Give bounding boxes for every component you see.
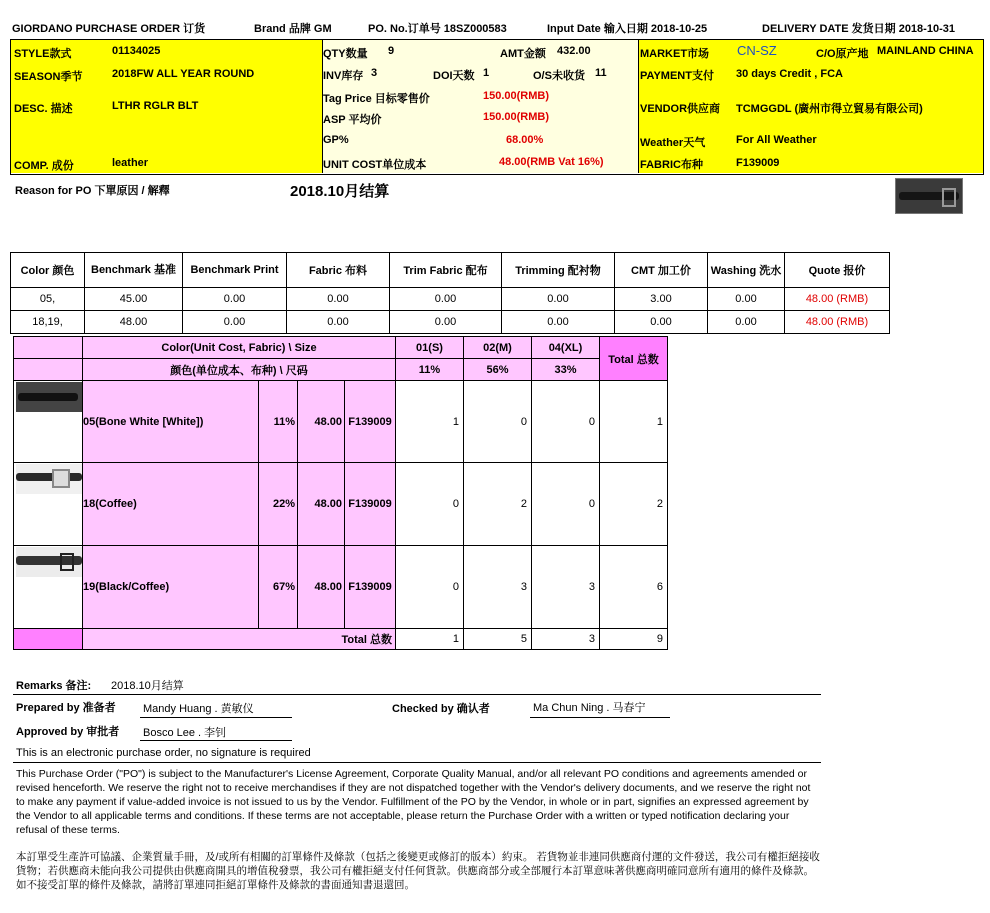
weather-value: For All Weather: [736, 134, 817, 146]
cost-cell: 0.00: [183, 311, 287, 334]
color-pct: 11%: [259, 381, 298, 463]
color-cost: 48.00: [298, 381, 345, 463]
qty-cell: 2: [464, 463, 532, 546]
asp-value: 150.00(RMB): [483, 111, 550, 123]
season-value: 2018FW ALL YEAR ROUND: [112, 68, 255, 80]
payment-value: 30 days Credit , FCA: [736, 68, 843, 80]
info-row-gp: [11, 128, 983, 153]
brand: Brand 品牌 GM: [254, 23, 332, 35]
info-grid: [10, 39, 984, 175]
doi-label: DOI天数: [433, 70, 475, 82]
market-value: CN-SZ: [737, 43, 777, 58]
qty-cell: 0: [532, 381, 600, 463]
color-fabric: F139009: [345, 463, 396, 546]
input-date: Input Date 输入日期 2018-10-25: [547, 23, 708, 35]
legal-english: This Purchase Order ("PO") is subject to the Manufacturer's License Agreement, Corporate Quality Manual, and/or all relevant PO conditions and agreements amended or revised henceforth. We reserve the right not to receive merchandises if they are not dispatched together with the Vendor's delivery documents, and we reserve the right not to make any payment if value-added invoice is not issued to us by the Vendor. Fulfillment of the PO by the Vendor, in whole or in part, signifies an expressed agreement by the Vendor to all applicable terms and conditions. If these terms are not acceptable, please return the Purchase Order with a written or typed notification declaring your refusal of these terms.: [16, 768, 811, 836]
footer-qty: 5: [464, 629, 532, 650]
color-thumb-cell: [14, 546, 83, 629]
size-table: [13, 336, 668, 650]
size-row: [14, 546, 668, 629]
reason-label: Reason for PO 下單原因 / 解釋: [15, 185, 170, 197]
approved-value: Bosco Lee . 李钊: [143, 727, 227, 739]
style-label: STYLE款式: [14, 48, 72, 60]
cost-header-quote: Quote 报价: [785, 253, 890, 288]
cost-header-color: Color 颜色: [11, 253, 85, 288]
unit-cost-label: UNIT COST单位成本: [323, 159, 427, 171]
qty-cell: 1: [396, 381, 464, 463]
color-name: 19(Black/Coffee): [83, 546, 259, 629]
approved-label: Approved by 审批者: [16, 726, 120, 738]
cost-cell-quote: 48.00 (RMB): [785, 288, 890, 311]
checked-value: Ma Chun Ning . 马春宁: [533, 702, 646, 714]
qty-cell: 0: [396, 546, 464, 629]
legal-chinese: 本訂單受生產許可協議、企業質量手冊，及/或所有相關的訂單條件及條款（包括之後變更或修訂的版本）約束。 若貨物並非連同供應商付運的文件發送，我公司有權拒絕接收貨物；若供應商未能向我公司提供由供應商開具的增值稅發票，我公司有權拒絕支付任何貨款。供應商部分或全部履行本訂單意味著供應商明確同意所有適用的條件及條款。如不接受訂單的條件及條款，請將訂單連同拒絕訂單條件及條款的書面通知書退還回。: [16, 851, 820, 891]
os-value: 11: [595, 67, 607, 79]
row-total: 2: [600, 463, 668, 546]
cost-header-cmt: CMT 加工价: [615, 253, 708, 288]
info-row-comp: [11, 152, 983, 173]
size-header-m: 02(M): [464, 337, 532, 359]
color-thumb-cell: [14, 463, 83, 546]
info-row-desc: [11, 84, 983, 129]
color-cost: 48.00: [298, 546, 345, 629]
size-header-line2: 颜色(单位成本、布种) \ 尺码: [83, 359, 396, 381]
info-row-style: [11, 40, 983, 63]
inv-label: INV库存: [323, 70, 364, 82]
color-pct: 22%: [259, 463, 298, 546]
cost-table: [10, 252, 890, 334]
prepared-label: Prepared by 准备者: [16, 702, 116, 714]
delivery-date: DELIVERY DATE 发货日期 2018-10-31: [762, 23, 955, 35]
cost-header-benchmark-print: Benchmark Print: [183, 253, 287, 288]
cost-cell: 0.00: [502, 288, 615, 311]
origin-label: C/O原产地: [816, 48, 869, 60]
gp-label: GP%: [323, 134, 349, 146]
amt-label: AMT金额: [500, 48, 546, 60]
row-total: 1: [600, 381, 668, 463]
cost-header-benchmark: Benchmark 基准: [85, 253, 183, 288]
color-fabric: F139009: [345, 546, 396, 629]
info-row-season: [11, 62, 983, 85]
belt-image-coffee: [16, 464, 82, 494]
remarks-label: Remarks 备注:: [16, 680, 92, 692]
cost-cell: 0.00: [708, 311, 785, 334]
color-cost: 48.00: [298, 463, 345, 546]
cost-cell: 0.00: [287, 288, 390, 311]
cost-header-trim-fabric: Trim Fabric 配布: [390, 253, 502, 288]
size-header-xl: 04(XL): [532, 337, 600, 359]
qty-cell: 0: [464, 381, 532, 463]
cost-cell: 48.00: [85, 311, 183, 334]
size-header-s: 01(S): [396, 337, 464, 359]
size-total-row: [14, 629, 668, 650]
fabric-label: FABRIC布种: [640, 159, 703, 171]
qty-cell: 3: [464, 546, 532, 629]
qty-cell: 0: [396, 463, 464, 546]
cost-row: [11, 288, 890, 311]
unit-cost-value: 48.00(RMB Vat 16%): [499, 156, 604, 168]
cost-cell: 0.00: [502, 311, 615, 334]
cost-cell: 0.00: [615, 311, 708, 334]
color-name: 18(Coffee): [83, 463, 259, 546]
doi-value: 1: [483, 67, 490, 79]
electronic-note: This is an electronic purchase order, no signature is required: [16, 747, 311, 759]
cost-cell: 3.00: [615, 288, 708, 311]
market-label: MARKET市场: [640, 48, 710, 60]
size-header-total: Total 总数: [600, 337, 668, 381]
comp-value: leather: [112, 157, 149, 169]
color-fabric: F139009: [345, 381, 396, 463]
cost-cell: 0.00: [183, 288, 287, 311]
inv-value: 3: [371, 67, 378, 79]
os-label: O/S未收货: [533, 70, 585, 82]
footer-total-label: Total 总数: [83, 629, 396, 650]
belt-image-white: [16, 382, 82, 412]
weather-label: Weather天气: [640, 137, 706, 149]
prepared-value: Mandy Huang . 黄敏仪: [143, 703, 254, 715]
vendor-label: VENDOR供应商: [640, 103, 721, 115]
checked-label: Checked by 确认者: [392, 703, 490, 715]
vendor-value: TCMGGDL (廣州市得立貿易有限公司): [736, 103, 923, 115]
style-value: 01134025: [112, 45, 161, 57]
size-pct-m: 56%: [464, 359, 532, 381]
season-label: SEASON季节: [14, 71, 83, 83]
po-number: PO. No.订单号 18SZ000583: [368, 23, 507, 35]
asp-label: ASP 平均价: [323, 114, 382, 126]
qty-cell: 3: [532, 546, 600, 629]
desc-value: LTHR RGLR BLT: [112, 100, 199, 112]
cost-cell: 45.00: [85, 288, 183, 311]
cost-cell: 0.00: [390, 288, 502, 311]
belt-image-black-coffee: [16, 547, 82, 577]
tag-price-value: 150.00(RMB): [483, 90, 550, 102]
qty-label: QTY数量: [323, 48, 368, 60]
qty-cell: 0: [532, 463, 600, 546]
size-row: [14, 463, 668, 546]
size-header-line1: Color(Unit Cost, Fabric) \ Size: [83, 337, 396, 359]
footer-qty: 1: [396, 629, 464, 650]
comp-label: COMP. 成份: [14, 160, 74, 172]
color-thumb-cell: [14, 381, 83, 463]
cost-header-trimming: Trimming 配衬物: [502, 253, 615, 288]
po-title: GIORDANO PURCHASE ORDER 订货: [12, 23, 206, 35]
product-thumbnail: [895, 178, 963, 214]
tag-price-label: Tag Price 目标零售价: [323, 93, 430, 105]
cost-row: [11, 311, 890, 334]
cost-cell: 0.00: [390, 311, 502, 334]
amt-value: 432.00: [557, 45, 591, 57]
remarks-value: 2018.10月结算: [111, 680, 184, 692]
payment-label: PAYMENT支付: [640, 70, 714, 82]
color-name: 05(Bone White [White]): [83, 381, 259, 463]
cost-header-washing: Washing 洗水: [708, 253, 785, 288]
footer-qty: 3: [532, 629, 600, 650]
size-pct-xl: 33%: [532, 359, 600, 381]
cost-cell: 18,19,: [11, 311, 85, 334]
cost-cell: 0.00: [708, 288, 785, 311]
desc-label: DESC. 描述: [14, 103, 73, 115]
gp-value: 68.00%: [506, 134, 544, 146]
size-row: [14, 381, 668, 463]
qty-value: 9: [388, 45, 395, 57]
cost-header-fabric: Fabric 布料: [287, 253, 390, 288]
cost-cell: 0.00: [287, 311, 390, 334]
fabric-value: F139009: [736, 157, 780, 169]
footer-grand-total: 9: [600, 629, 668, 650]
row-total: 6: [600, 546, 668, 629]
size-pct-s: 11%: [396, 359, 464, 381]
color-pct: 67%: [259, 546, 298, 629]
cost-cell: 05,: [11, 288, 85, 311]
cost-cell-quote: 48.00 (RMB): [785, 311, 890, 334]
reason-value: 2018.10月结算: [290, 183, 390, 200]
origin-value: MAINLAND CHINA: [877, 45, 974, 57]
